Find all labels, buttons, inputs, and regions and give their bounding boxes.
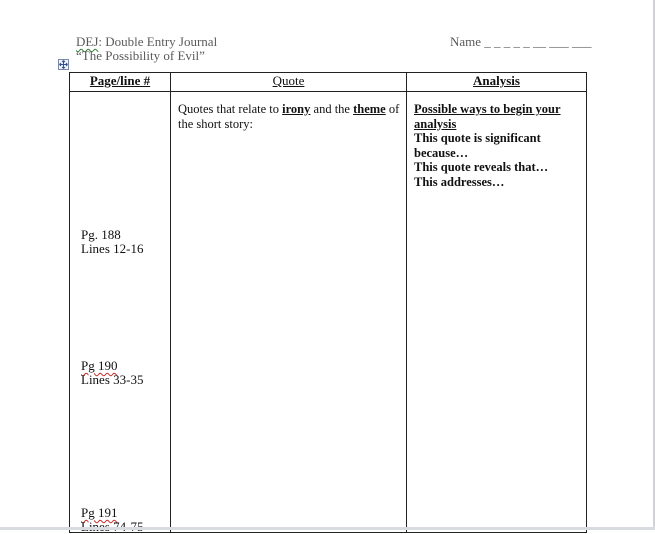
page-number: Pg 190 (81, 358, 118, 373)
column-header-analysis: Analysis (407, 73, 587, 92)
page-line-entry (81, 228, 143, 256)
story-title: “The Possibility of Evil” (76, 48, 205, 63)
line-range: Lines 12-16 (81, 241, 144, 256)
column-header-page-line: Page/line # (70, 73, 171, 92)
analysis-heading: Possible ways to begin your analysis (414, 102, 561, 131)
prompt-text: of the short story: (178, 102, 400, 131)
page-number: Pg 191 (81, 505, 118, 520)
table-move-handle-icon[interactable] (58, 59, 69, 70)
journal-table (69, 72, 587, 533)
analysis-guide (414, 102, 584, 189)
theme-term: theme (353, 102, 386, 116)
line-range: Lines 33-35 (81, 372, 144, 387)
sentence-starter: This addresses… (414, 174, 505, 189)
sentence-starter: This quote reveals that… (414, 160, 549, 174)
journal-title (76, 35, 217, 49)
title-abbreviation: DEJ (76, 34, 99, 49)
name-field[interactable]: Name _ _ _ _ _ __ ___ ___ (450, 34, 592, 49)
page-line-entry (81, 359, 143, 387)
page-line-cell[interactable] (70, 92, 171, 533)
prompt-text: and the (310, 102, 354, 116)
column-header-quote: Quote (171, 73, 407, 92)
table-header-row (70, 73, 587, 92)
irony-term: irony (282, 102, 311, 116)
page-number: Pg. 188 (81, 227, 121, 242)
quote-prompt (178, 102, 403, 131)
table-row (70, 92, 587, 533)
prompt-text: Quotes that relate to (178, 102, 283, 116)
title-text: : Double Entry Journal (98, 34, 218, 49)
quote-cell[interactable] (171, 92, 407, 533)
sentence-starter: This quote is significant because… (414, 131, 541, 160)
analysis-cell[interactable] (407, 92, 587, 533)
